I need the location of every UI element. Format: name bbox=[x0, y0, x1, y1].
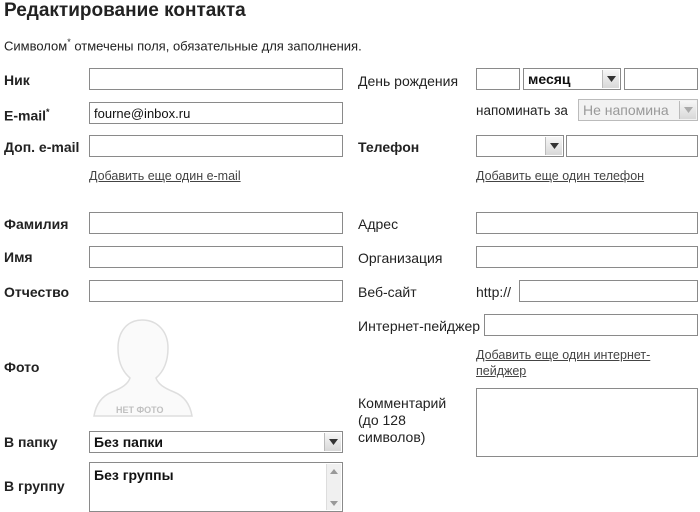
note-suffix: отмечены поля, обязательные для заполнения. bbox=[74, 38, 362, 54]
phone-type-select[interactable] bbox=[476, 135, 564, 157]
comment-textarea[interactable] bbox=[476, 388, 698, 457]
pager-input[interactable] bbox=[484, 314, 698, 336]
org-label: Организация bbox=[358, 250, 443, 266]
note-star: * bbox=[67, 37, 71, 47]
chevron-down-icon[interactable] bbox=[679, 101, 696, 119]
remind-label: напоминать за bbox=[476, 103, 568, 118]
org-input[interactable] bbox=[476, 246, 698, 268]
photo-placeholder bbox=[90, 312, 196, 418]
add-phone-link[interactable]: Добавить еще один телефон bbox=[476, 169, 645, 183]
chevron-down-icon[interactable] bbox=[324, 433, 341, 451]
group-listbox[interactable] bbox=[89, 462, 343, 512]
email-input[interactable] bbox=[89, 102, 343, 124]
scroll-up-icon[interactable] bbox=[327, 464, 341, 478]
lastname-label: Фамилия bbox=[4, 216, 69, 232]
note-prefix: Символом bbox=[4, 38, 68, 54]
comment-label-line1: Комментарий bbox=[358, 395, 447, 411]
group-scrollbar[interactable] bbox=[326, 464, 341, 510]
patronymic-input[interactable] bbox=[89, 280, 343, 302]
page-title: Редактирование контакта bbox=[4, 0, 246, 21]
add-pager-link[interactable] bbox=[476, 347, 650, 379]
firstname-label: Имя bbox=[4, 249, 33, 265]
group-label: В группу bbox=[4, 478, 65, 494]
website-input[interactable] bbox=[519, 280, 698, 302]
comment-label-line3: символов) bbox=[358, 429, 426, 445]
comment-label-line2: (до 128 bbox=[358, 412, 406, 428]
address-input[interactable] bbox=[476, 212, 698, 234]
group-option[interactable]: Без группы bbox=[94, 467, 174, 483]
firstname-input[interactable] bbox=[89, 246, 343, 268]
patronymic-label: Отчество bbox=[4, 284, 70, 300]
phone-label: Телефон bbox=[358, 139, 420, 155]
email-label bbox=[4, 107, 50, 124]
required-note bbox=[4, 37, 362, 53]
photo-label: Фото bbox=[4, 359, 40, 375]
add-pager-link-line2[interactable]: пейджер bbox=[476, 364, 527, 378]
http-prefix: http:// bbox=[476, 284, 512, 300]
scroll-down-icon[interactable] bbox=[327, 496, 341, 510]
birthday-label: День рождения bbox=[358, 73, 459, 89]
chevron-down-icon[interactable] bbox=[602, 70, 619, 88]
month-select-value: месяц bbox=[528, 71, 571, 87]
chevron-down-icon[interactable] bbox=[545, 137, 562, 155]
remind-select[interactable] bbox=[578, 99, 698, 121]
comment-label bbox=[358, 395, 446, 446]
birthday-month-select[interactable] bbox=[523, 68, 621, 90]
email-label-text: E-mail bbox=[4, 107, 47, 124]
remind-select-value: Не напомина bbox=[583, 102, 669, 118]
folder-label: В папку bbox=[4, 434, 58, 450]
birthday-day-input[interactable] bbox=[476, 68, 520, 90]
address-label: Адрес bbox=[358, 216, 399, 232]
extra-email-input[interactable] bbox=[89, 135, 343, 157]
nick-input[interactable] bbox=[89, 68, 343, 90]
folder-select-value: Без папки bbox=[94, 434, 164, 450]
nick-label: Ник bbox=[4, 72, 30, 88]
website-label: Веб-сайт bbox=[358, 284, 417, 300]
no-photo-text: НЕТ ФОТО bbox=[116, 405, 164, 415]
email-required-star: * bbox=[46, 107, 50, 117]
folder-select[interactable] bbox=[89, 431, 343, 453]
add-pager-link-line1[interactable]: Добавить еще один интернет- bbox=[476, 348, 651, 362]
extra-email-label: Доп. e-mail bbox=[4, 139, 80, 155]
lastname-input[interactable] bbox=[89, 212, 343, 234]
add-email-link[interactable]: Добавить еще один e-mail bbox=[89, 169, 241, 183]
person-silhouette-icon bbox=[90, 312, 196, 418]
pager-label: Интернет-пейджер bbox=[358, 318, 481, 334]
birthday-year-input[interactable] bbox=[624, 68, 698, 90]
phone-input[interactable] bbox=[566, 135, 698, 157]
